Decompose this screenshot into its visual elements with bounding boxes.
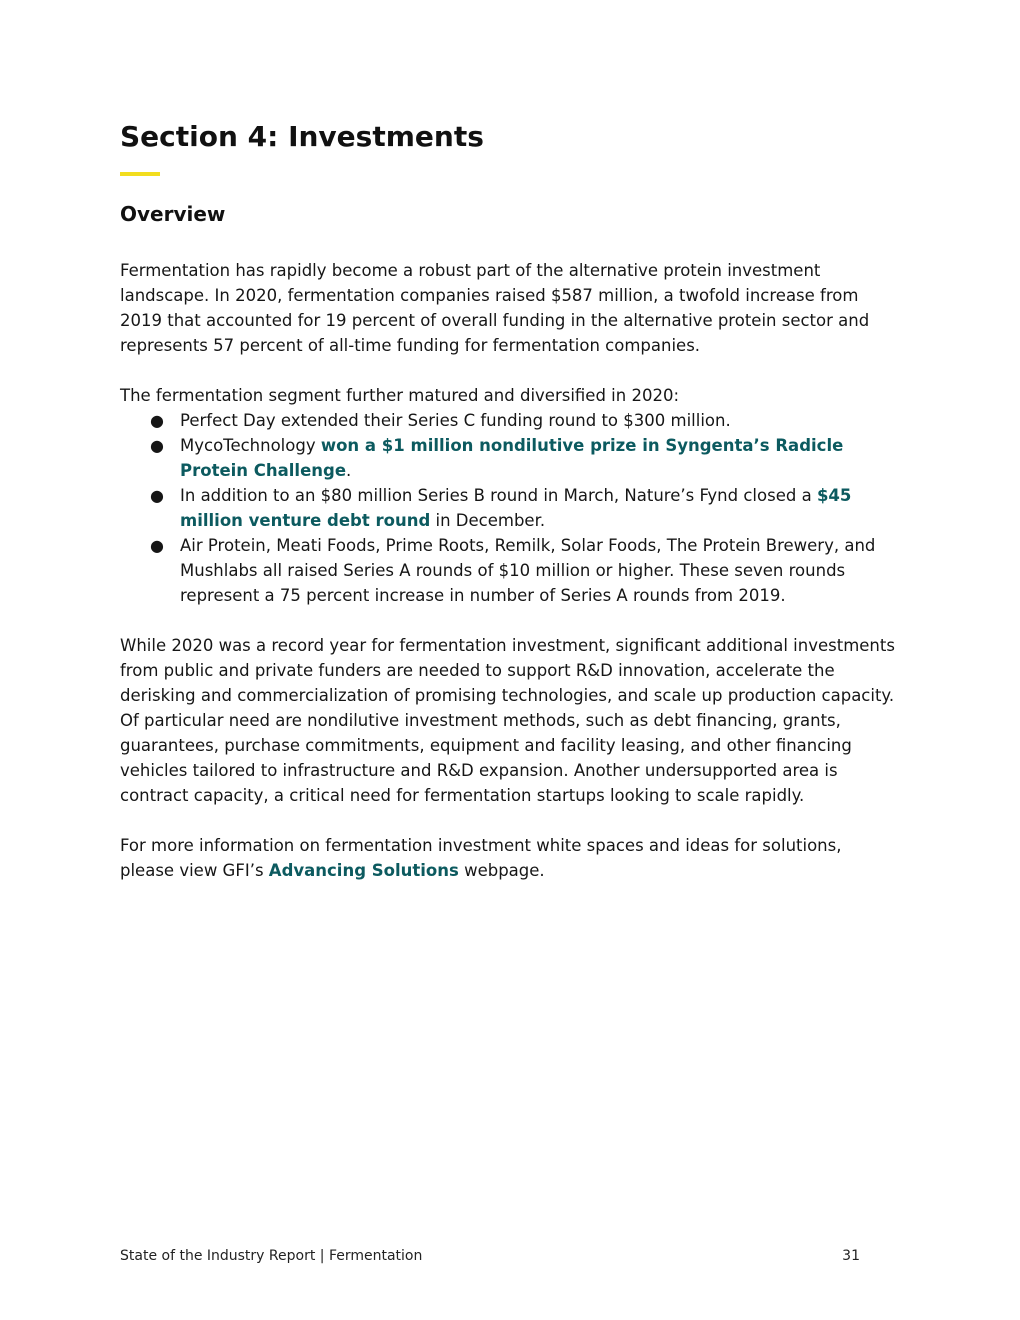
footer-report-title: State of the Industry Report | Fermentation [120,1248,423,1264]
overview-paragraph-2: The fermentation segment further matured and diversified in 2020: [120,386,680,405]
bullet-icon: ● [150,486,164,505]
bullet-icon: ● [150,411,164,430]
bullet-icon: ● [150,436,164,455]
advancing-solutions-link[interactable]: Advancing Solutions [268,861,459,880]
list-item-text: MycoTechnology [180,436,321,455]
list-item [120,408,900,433]
list-item-text: . [346,461,352,480]
overview-paragraph-4 [120,833,900,883]
list-item-text: Air Protein, Meati Foods, Prime Roots, Remilk, Solar Foods, The Protein Brewery, and Mushlabs all raised Series A rounds of $10 million or higher. These seven rounds represent a 75 percent increase in number of Series A rounds from 2019. [180,536,876,605]
page-content [120,118,900,883]
page-number: 31 [842,1248,860,1264]
section-title: Section 4: Investments [120,120,484,153]
list-item [120,483,900,533]
highlights-list [120,408,900,608]
paragraph-text: webpage. [458,861,545,880]
title-accent-rule [120,172,160,176]
bullet-icon: ● [150,536,164,555]
list-item-text: Perfect Day extended their Series C funding round to $300 million. [180,411,731,430]
paragraph-text: For more information on fermentation investment white spaces and ideas for solutions, please view GFI’s [120,836,842,880]
overview-heading: Overview [120,202,226,226]
overview-paragraph-1: Fermentation has rapidly become a robust part of the alternative protein investment landscape. In 2020, fermentation companies raised $587 million, a twofold increase from 2019 that accounted for 19 percent of overall funding in the alternative protein sector and represents 57 percent of all-time funding for fermentation companies. [120,261,870,355]
list-item-text: in December. [430,511,546,530]
list-item [120,433,900,483]
list-item-text: In addition to an $80 million Series B round in March, Nature’s Fynd closed a [180,486,817,505]
overview-paragraph-3: While 2020 was a record year for fermentation investment, significant additional investments from public and private funders are needed to support R&D innovation, accelerate the derisking and commercialization of promising technologies, and scale up production capacity. Of particular need are nondilutive investment methods, such as debt financing, grants, guarantees, purchase commitments, equipment and facility leasing, and other financing vehicles tailored to infrastructure and R&D expansion. Another undersupported area is contract capacity, a critical need for fermentation startups looking to scale rapidly. [120,636,895,805]
venture-debt-link[interactable]: $45 million venture debt round [180,486,852,530]
syngenta-prize-link[interactable]: won a $1 million nondilutive prize in Syngenta’s Radicle Protein Challenge [180,436,844,480]
list-item [120,533,900,608]
